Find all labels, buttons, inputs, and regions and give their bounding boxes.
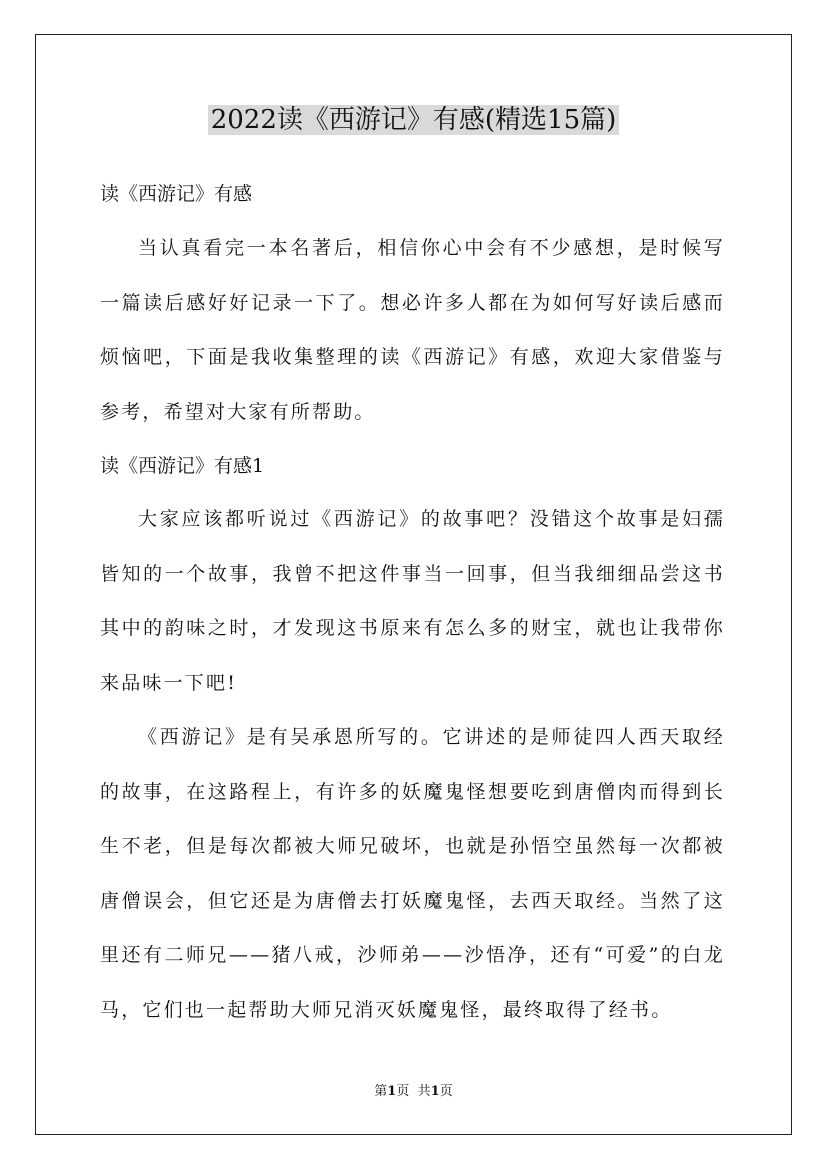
total-suffix: 页 xyxy=(439,1084,453,1099)
essay-paragraph-1: 大家应该都听说过《西游记》的故事吧？没错这个故事是妇孺皆知的一个故事，我曾不把这件事当一回事，但当我细细品尝这书其中的韵味之时，才发现这书原来有怎么多的财宝，就也让我带你来品味一下吧! xyxy=(100,508,725,694)
total-pages: 1 xyxy=(430,1084,440,1099)
essay-heading: 读《西游记》有感1 xyxy=(100,455,265,477)
page-footer xyxy=(0,1083,827,1101)
page-number: 1 xyxy=(387,1084,397,1099)
total-prefix: 共 xyxy=(417,1084,431,1099)
intro-paragraph: 当认真看完一本名著后，相信你心中会有不少感想，是时候写一篇读后感好好记录一下了。想必许多人都在为如何写好读后感而烦恼吧，下面是我收集整理的读《西游记》有感，欢迎大家借鉴与参考，希望对大家有所帮助。 xyxy=(100,237,725,423)
document-title-text: 2022读《西游记》有感(精选15篇) xyxy=(208,105,620,135)
section-heading: 读《西游记》有感 xyxy=(100,183,253,205)
page-prefix: 第 xyxy=(374,1084,388,1099)
essay-paragraph-2: 《西游记》是有吴承恩所写的。它讲述的是师徒四人西天取经的故事，在这路程上，有许多的妖魔鬼怪想要吃到唐僧肉而得到长生不老，但是每次都被大师兄破坏，也就是孙悟空虽然每一次都被唐僧误会，但它还是为唐僧去打妖魔鬼怪，去西天取经。当然了这里还有二师兄——猪八戒，沙师弟——沙悟净，还有“可爱”的白龙马，它们也一起帮助大师兄消灭妖魔鬼怪，最终取得了经书。 xyxy=(100,726,725,1021)
document-title xyxy=(0,100,827,140)
page-suffix: 页 xyxy=(396,1084,410,1099)
